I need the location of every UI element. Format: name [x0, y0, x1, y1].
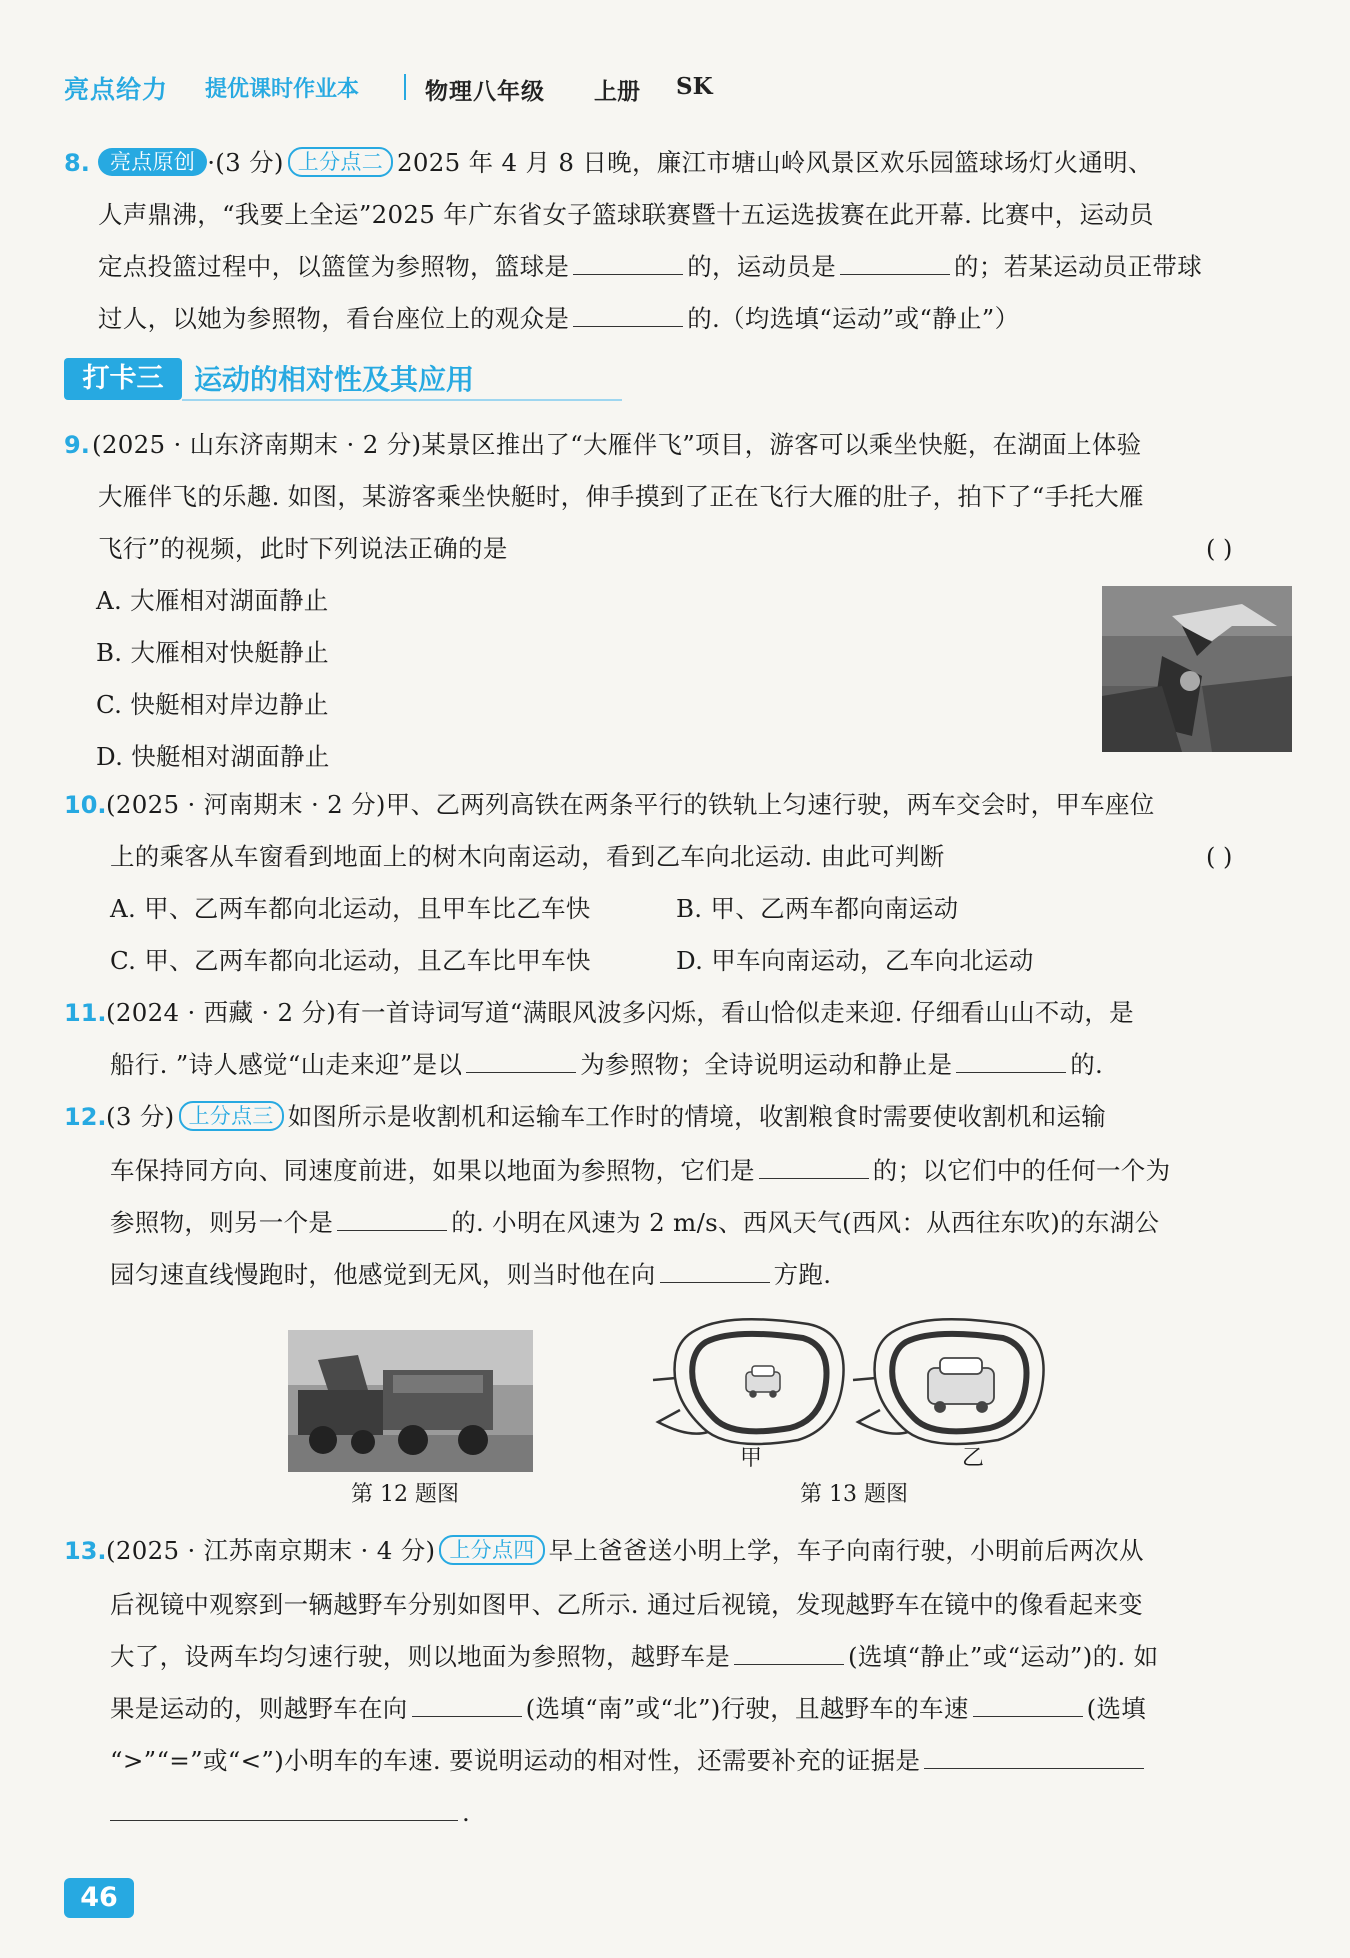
figure-12-caption: 第 12 题图 [351, 1482, 459, 1507]
q8-score: ·(3 分) [207, 148, 284, 177]
q9-option-d: D. 快艇相对湖面静止 [96, 742, 330, 771]
q9-option-b: B. 大雁相对快艇静止 [96, 638, 329, 667]
answer-bracket[interactable]: ( ) [1206, 535, 1233, 563]
q13-text-1: 早上爸爸送小明上学，车子向南行驶，小明前后两次从 [548, 1536, 1144, 1565]
q13-line-1 [106, 1534, 1144, 1568]
q8-line-2: 人声鼎沸，“我要上全运”2025 年广东省女子篮球联赛暨十五运选拔赛在此开幕. 比赛中，运动员 [98, 200, 1154, 229]
q11-line-2 [110, 1048, 1103, 1082]
series-title: 提优课时作业本 [205, 77, 360, 102]
mirror-label-b: 乙 [962, 1446, 985, 1471]
section-banner [64, 358, 564, 402]
q9-line-1: (2025 · 山东济南期末 · 2 分)某景区推出了“大雁伴飞”项目，游客可以乘坐快艇，在湖面上体验 [92, 430, 1142, 459]
q12-score: (3 分) [106, 1102, 175, 1131]
q13-line-2: 后视镜中观察到一辆越野车分别如图甲、乙所示. 通过后视镜，发现越野车在镜中的像看起来变 [110, 1590, 1143, 1619]
volume-label: 上册 [594, 78, 640, 105]
answer-blank[interactable] [466, 1050, 576, 1073]
question-number-13: 13. [64, 1537, 107, 1565]
q13-line-6 [110, 1796, 470, 1830]
q8-text-4b: 的.（均选填“运动”或“静止”） [687, 304, 1020, 333]
q8-text-1: 2025 年 4 月 8 日晚，廉江市塘山岭风景区欢乐园篮球场灯火通明、 [397, 148, 1153, 177]
q12-text-3a: 参照物，则另一个是 [110, 1208, 334, 1237]
q13-text-4c: (选填 [1086, 1694, 1147, 1723]
q12-line-2 [110, 1154, 1170, 1188]
q9-line-2: 大雁伴飞的乐趣. 如图，某游客乘坐快艇时，伸手摸到了正在飞行大雁的肚子，拍下了“手托大雁 [98, 482, 1144, 511]
q9-line-3: 飞行”的视频，此时下列说法正确的是 [98, 534, 508, 563]
answer-blank[interactable] [573, 304, 683, 327]
q13-line-3 [110, 1640, 1158, 1674]
q12-line-3 [110, 1206, 1159, 1240]
answer-bracket[interactable]: ( ) [1206, 843, 1233, 871]
q13-tag: 上分点四 [439, 1535, 544, 1565]
brand-logo: 亮点给力 [64, 75, 169, 104]
q10-line-1: (2025 · 河南期末 · 2 分)甲、乙两列高铁在两条平行的铁轨上匀速行驶，两车交会时，甲车座位 [106, 790, 1155, 819]
q13-text-5a: “>”“=”或“<”)小明车的车速. 要说明运动的相对性，还需要补充的证据是 [110, 1746, 921, 1775]
car-icon [928, 1358, 994, 1412]
q12-text-3b: 的. 小明在风速为 2 m/s、西风天气(西风：从西往东吹)的东湖公 [451, 1208, 1160, 1237]
header-divider [404, 74, 406, 100]
q10-option-d: D. 甲车向南运动，乙车向北运动 [676, 946, 1034, 975]
question-number-9: 9. [64, 431, 90, 459]
q10-line-2: 上的乘客从车窗看到地面上的树木向南运动，看到乙车向北运动. 由此可判断 [110, 842, 945, 871]
answer-blank[interactable] [840, 252, 950, 275]
book-title: 物理八年级 [425, 78, 545, 105]
q11-text-2a: 船行. ”诗人感觉“山走来迎”是以 [110, 1050, 463, 1079]
q8-line-4 [98, 302, 1019, 336]
answer-blank[interactable] [734, 1642, 844, 1665]
q12-text-2a: 车保持同方向、同速度前进，如果以地面为参照物，它们是 [110, 1156, 755, 1185]
q8-tag: 上分点二 [288, 147, 393, 177]
q9-option-c: C. 快艇相对岸边静止 [96, 690, 329, 719]
q13-text-3a: 大了，设两车均匀速行驶，则以地面为参照物，越野车是 [110, 1642, 730, 1671]
section-underline [182, 399, 622, 401]
q11-text-2c: 的. [1070, 1050, 1104, 1079]
q12-text-1: 如图所示是收割机和运输车工作时的情境，收割粮食时需要使收割机和运输 [287, 1102, 1107, 1131]
answer-blank[interactable] [110, 1798, 458, 1821]
harvester-photo [288, 1330, 533, 1472]
answer-blank[interactable] [660, 1260, 770, 1283]
goose-boat-photo [1102, 586, 1292, 752]
q13-line-4 [110, 1692, 1146, 1726]
answer-blank[interactable] [337, 1208, 447, 1231]
figure-13-caption: 第 13 题图 [800, 1482, 908, 1507]
question-number-11: 11. [64, 999, 107, 1027]
rearview-mirrors-figure [648, 1310, 1078, 1460]
answer-blank[interactable] [956, 1050, 1066, 1073]
original-badge: 亮点原创 [98, 148, 207, 176]
q11-line-1: (2024 · 西藏 · 2 分)有一首诗词写道“满眼风波多闪烁，看山恰似走来迎. 仔细看山山不动，是 [106, 998, 1134, 1027]
q8-text-3c: 的；若某运动员正带球 [954, 252, 1203, 281]
answer-blank[interactable] [973, 1694, 1083, 1717]
answer-blank[interactable] [759, 1156, 869, 1179]
q10-option-c: C. 甲、乙两车都向北运动，且乙车比甲车快 [110, 946, 591, 975]
q12-text-4b: 方跑. [773, 1260, 832, 1289]
q12-text-4a: 园匀速直线慢跑时，他感觉到无风，则当时他在向 [110, 1260, 656, 1289]
q12-line-4 [110, 1258, 831, 1292]
page-number: 46 [64, 1878, 134, 1918]
q11-text-2b: 为参照物；全诗说明运动和静止是 [580, 1050, 953, 1079]
section-tag: 打卡三 [64, 358, 182, 400]
answer-blank[interactable] [924, 1746, 1144, 1769]
q13-text-6: . [462, 1798, 471, 1827]
car-icon [746, 1366, 780, 1397]
question-number-8: 8. [64, 149, 90, 177]
q9-option-a: A. 大雁相对湖面静止 [96, 586, 329, 615]
q12-tag: 上分点三 [179, 1101, 284, 1131]
q8-text-3a: 定点投篮过程中，以篮筐为参照物，篮球是 [98, 252, 570, 281]
q13-text-3b: (选填“静止”或“运动”)的. 如 [848, 1642, 1159, 1671]
section-title: 运动的相对性及其应用 [194, 363, 475, 396]
q13-text-4a: 果是运动的，则越野车在向 [110, 1694, 408, 1723]
q10-option-b: B. 甲、乙两车都向南运动 [676, 894, 959, 923]
answer-blank[interactable] [573, 252, 683, 275]
q12-line-1 [106, 1100, 1106, 1134]
mirror-label-a: 甲 [740, 1446, 763, 1471]
q13-line-5 [110, 1744, 1148, 1778]
answer-blank[interactable] [412, 1694, 522, 1717]
question-number-10: 10. [64, 791, 107, 819]
question-number-12: 12. [64, 1103, 107, 1131]
q10-option-a: A. 甲、乙两车都向北运动，且甲车比乙车快 [110, 894, 591, 923]
q13-text-4b: (选填“南”或“北”)行驶，且越野车的车速 [525, 1694, 969, 1723]
edition-label: SK [676, 73, 713, 100]
q8-text-4a: 过人，以她为参照物，看台座位上的观众是 [98, 304, 570, 333]
q12-text-2b: 的；以它们中的任何一个为 [872, 1156, 1171, 1185]
q8-line-1 [98, 146, 1153, 180]
q8-line-3 [98, 250, 1202, 284]
q8-text-3b: 的，运动员是 [687, 252, 837, 281]
q13-score: (2025 · 江苏南京期末 · 4 分) [106, 1536, 436, 1565]
